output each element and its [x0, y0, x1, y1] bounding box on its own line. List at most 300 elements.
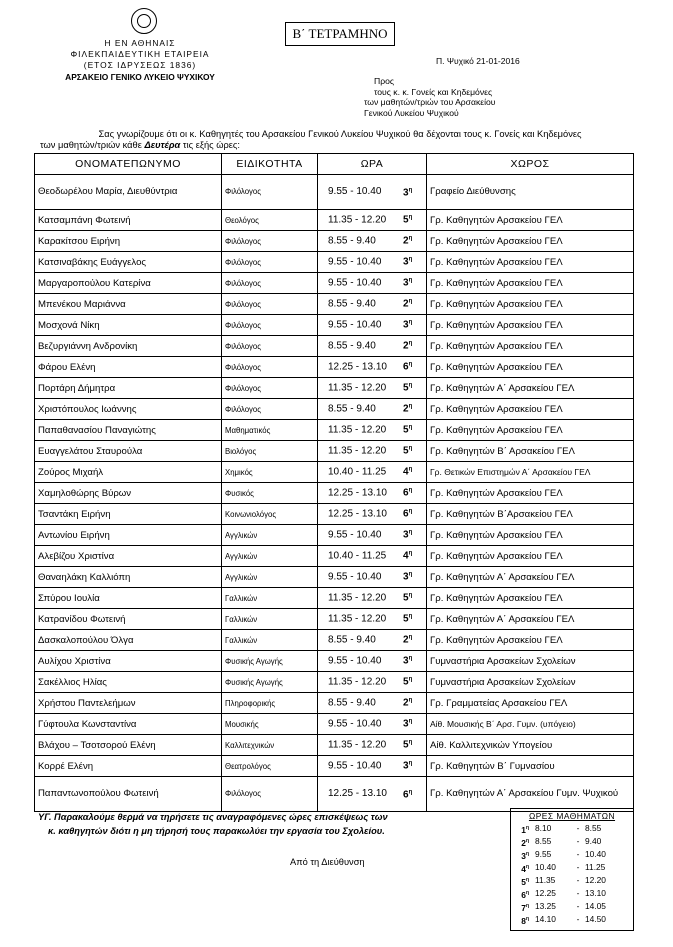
intro-text-b: τις εξής ώρες:	[180, 140, 240, 150]
organization-name	[40, 38, 240, 71]
visit-time-cell	[318, 441, 427, 462]
visit-location: Γυμναστήρια Αρσακείων Σχολείων	[427, 672, 634, 693]
visit-time: 9.55 - 10.40	[328, 529, 382, 541]
table-row	[35, 735, 634, 756]
visit-time: 12.25 - 13.10	[328, 487, 387, 499]
visit-location: Αίθ. Καλλιτεχνικών Υπογείου	[427, 735, 634, 756]
hour-number: 6	[521, 889, 526, 900]
hour-suffix: η	[525, 838, 529, 844]
table-row	[35, 756, 634, 777]
visit-time-cell	[318, 756, 427, 777]
hour-dash: -	[576, 901, 580, 911]
visit-location: Γρ. Καθηγητών Α΄ Αρσακείου ΓΕΛ	[427, 378, 634, 399]
teacher-name: Ευαγγελάτου Σταυρούλα	[35, 441, 222, 462]
table-row	[35, 336, 634, 357]
class-hour-row	[515, 823, 629, 836]
visit-time-cell	[318, 609, 427, 630]
visit-time: 11.35 - 12.20	[328, 739, 387, 751]
hour-number: 8	[521, 915, 526, 926]
visit-time: 10.40 - 11.25	[328, 550, 387, 562]
teacher-name: Μαργαροπούλου Κατερίνα	[35, 273, 222, 294]
period-number: 4	[403, 550, 409, 562]
class-period	[403, 487, 412, 498]
intro-paragraph	[40, 129, 640, 151]
visit-location: Γρ. Καθηγητών Αρσακείου ΓΕΛ	[427, 252, 634, 273]
term-title: Β΄ ΤΕΤΡΑΜΗΝΟ	[285, 22, 395, 46]
period-number: 2	[403, 235, 409, 247]
visit-time: 8.55 - 9.40	[328, 298, 376, 310]
hour-start: 12.25	[535, 888, 556, 898]
class-hour-row	[515, 875, 629, 888]
hour-suffix: η	[525, 903, 529, 909]
teacher-specialty: Βιολόγος	[222, 441, 318, 462]
visit-location: Γρ. Καθηγητών Αρσακείου ΓΕΛ	[427, 630, 634, 651]
teacher-name: Αντωνίου Ειρήνη	[35, 525, 222, 546]
teacher-specialty: Φιλόλογος	[222, 294, 318, 315]
period-number: 5	[403, 424, 409, 436]
signature: Από τη Διεύθυνση	[290, 857, 365, 867]
period-number: 3	[403, 760, 409, 772]
recipient-line-1: Προς	[374, 76, 395, 86]
table-row	[35, 231, 634, 252]
visit-time: 12.25 - 13.10	[328, 508, 387, 520]
period-suffix: η	[408, 340, 413, 347]
period-suffix: η	[408, 550, 413, 557]
table-row	[35, 420, 634, 441]
table-row	[35, 399, 634, 420]
class-period	[403, 760, 412, 771]
header-location: ΧΩΡΟΣ	[427, 154, 634, 175]
hour-dash: -	[576, 888, 580, 898]
table-row	[35, 567, 634, 588]
period-suffix: η	[408, 676, 413, 683]
table-row	[35, 273, 634, 294]
table-row	[35, 252, 634, 273]
teacher-name: Μοσχονά Νίκη	[35, 315, 222, 336]
period-number: 3	[403, 655, 409, 667]
visit-location: Γρ. Γραμματείας Αρσακείου ΓΕΛ	[427, 693, 634, 714]
teacher-specialty: Μουσικής	[222, 714, 318, 735]
class-period	[403, 235, 412, 246]
period-suffix: η	[408, 361, 413, 368]
visit-time: 8.55 - 9.40	[328, 340, 376, 352]
table-row	[35, 315, 634, 336]
teacher-specialty: Φυσικής Αγωγής	[222, 651, 318, 672]
period-number: 5	[403, 592, 409, 604]
teacher-name: Κορρέ Ελένη	[35, 756, 222, 777]
class-period	[403, 183, 412, 200]
visit-location: Αίθ. Μουσικής Β΄ Αρσ. Γυμν. (υπόγειο)	[427, 714, 634, 735]
visit-time-cell	[318, 483, 427, 504]
visit-time: 8.55 - 9.40	[328, 235, 376, 247]
class-hours-box	[510, 808, 634, 931]
teacher-name: Κατσιναβάκης Ευάγγελος	[35, 252, 222, 273]
hour-start: 8.55	[535, 836, 552, 846]
table-row	[35, 777, 634, 812]
class-period	[403, 697, 412, 708]
visit-time: 11.35 - 12.20	[328, 214, 387, 226]
teacher-name: Φάρου Ελένη	[35, 357, 222, 378]
teacher-specialty: Φιλόλογος	[222, 399, 318, 420]
hour-end: 10.40	[585, 849, 606, 859]
intro-line-2	[40, 140, 640, 151]
period-suffix: η	[408, 613, 413, 620]
hour-number-cell	[515, 836, 529, 849]
hour-number-cell	[515, 849, 529, 862]
period-number: 5	[403, 445, 409, 457]
visit-time: 12.25 - 13.10	[328, 788, 387, 799]
visit-time: 9.55 - 10.40	[328, 718, 382, 730]
table-row	[35, 609, 634, 630]
hour-start: 10.40	[535, 862, 556, 872]
class-hour-row	[515, 836, 629, 849]
teacher-specialty: Γαλλικών	[222, 609, 318, 630]
table-row	[35, 630, 634, 651]
recipient-line-2: τους κ. κ. Γονείς και Κηδεμόνες	[374, 86, 493, 97]
period-suffix: η	[408, 592, 413, 599]
header-specialty: ΕΙΔΙΚΟΤΗΤΑ	[222, 154, 318, 175]
teacher-name: Κατρανίδου Φωτεινή	[35, 609, 222, 630]
visit-time-cell	[318, 210, 427, 231]
class-period	[403, 592, 412, 603]
period-suffix: η	[408, 319, 413, 326]
teacher-name: Θεοδωρέλου Μαρία, Διευθύντρια	[35, 175, 222, 210]
hour-suffix: η	[525, 890, 529, 896]
visit-location: Γρ. Καθηγητών Αρσακείου ΓΕΛ	[427, 294, 634, 315]
table-row	[35, 294, 634, 315]
hour-start: 9.55	[535, 849, 552, 859]
teacher-name: Θαναηλάκη Καλλιόπη	[35, 567, 222, 588]
teacher-specialty: Φιλόλογος	[222, 378, 318, 399]
footnote-line-2: κ. καθηγητών διότι η μη τήρησή τους παρακωλύει την εργασία του Σχολείου.	[48, 826, 385, 836]
footnote	[38, 810, 458, 838]
visit-time-cell	[318, 630, 427, 651]
school-emblem-icon	[131, 8, 157, 34]
hour-end: 13.10	[585, 888, 606, 898]
teacher-specialty: Αγγλικών	[222, 546, 318, 567]
table-row	[35, 546, 634, 567]
visit-location: Γρ. Καθηγητών Αρσακείου ΓΕΛ	[427, 336, 634, 357]
teacher-name: Βλάχου – Τσοτσορού Ελένη	[35, 735, 222, 756]
class-hour-row	[515, 888, 629, 901]
visit-time: 9.55 - 10.40	[328, 277, 382, 289]
visit-location: Γρ. Καθηγητών Α΄ Αρσακείου Γυμν. Ψυχικού	[427, 777, 634, 812]
teacher-specialty: Φιλόλογος	[222, 315, 318, 336]
period-number: 3	[403, 277, 409, 289]
teacher-specialty: Φιλόλογος	[222, 357, 318, 378]
class-period	[403, 340, 412, 351]
visit-time-cell	[318, 735, 427, 756]
class-period	[403, 319, 412, 330]
teacher-name: Παπαθανασίου Παναγιώτης	[35, 420, 222, 441]
teacher-name: Αυλίχου Χριστίνα	[35, 651, 222, 672]
hour-dash: -	[576, 862, 580, 872]
period-suffix: η	[408, 403, 413, 410]
visit-location: Γρ. Καθηγητών Αρσακείου ΓΕΛ	[427, 231, 634, 252]
class-period	[403, 676, 412, 687]
hour-number-cell	[515, 862, 529, 875]
table-header-row	[35, 154, 634, 175]
hour-end: 14.50	[585, 914, 606, 924]
hour-number: 4	[521, 863, 526, 874]
period-number: 6	[403, 508, 409, 520]
hour-dash: -	[576, 836, 580, 846]
visit-time: 9.55 - 10.40	[328, 256, 382, 268]
school-name: ΑΡΣΑΚΕΙΟ ΓΕΝΙΚΟ ΛΥΚΕΙΟ ΨΥΧΙΚΟΥ	[65, 72, 215, 82]
recipient-block	[364, 76, 495, 118]
teacher-specialty: Καλλιτεχνικών	[222, 735, 318, 756]
class-period	[403, 466, 412, 477]
teacher-name: Αλεβίζου Χριστίνα	[35, 546, 222, 567]
visit-location: Γρ. Καθηγητών Β΄ Γυμνασίου	[427, 756, 634, 777]
period-number: 2	[403, 697, 409, 709]
visit-location: Γρ. Καθηγητών Αρσακείου ΓΕΛ	[427, 273, 634, 294]
hour-number-cell	[515, 914, 529, 927]
teacher-name: Χαμηλοθώρης Βύρων	[35, 483, 222, 504]
period-number: 5	[403, 676, 409, 688]
period-number: 3	[403, 718, 409, 730]
teacher-name: Σακέλλιος Ηλίας	[35, 672, 222, 693]
teacher-specialty: Φιλόλογος	[222, 273, 318, 294]
teacher-specialty: Κοινωνιολόγος	[222, 504, 318, 525]
visit-time-cell	[318, 357, 427, 378]
period-number: 3	[403, 319, 409, 331]
hour-dash: -	[576, 914, 580, 924]
class-period	[403, 214, 412, 225]
visit-time-cell	[318, 777, 427, 812]
visit-time-cell	[318, 378, 427, 399]
intro-line-1: Σας γνωρίζουμε ότι οι κ. Καθηγητές του Αρσακείου Γενικού Λυκείου Ψυχικού θα δέχονται τους κ. Γονείς και Κηδεμόνες	[98, 129, 582, 139]
visit-time: 9.55 - 10.40	[328, 319, 382, 331]
teacher-specialty: Πληροφορικής	[222, 693, 318, 714]
period-suffix: η	[408, 277, 413, 284]
hour-suffix: η	[525, 851, 529, 857]
visit-time-cell	[318, 693, 427, 714]
class-period	[403, 298, 412, 309]
class-hour-row	[515, 901, 629, 914]
period-suffix: η	[408, 445, 413, 452]
visit-time-cell	[318, 462, 427, 483]
visit-time-cell	[318, 273, 427, 294]
teacher-name: Πορτάρη Δήμητρα	[35, 378, 222, 399]
header-time: ΩΡΑ	[318, 154, 427, 175]
visit-time-cell	[318, 420, 427, 441]
visit-time-cell	[318, 231, 427, 252]
hour-start: 11.35	[535, 875, 556, 885]
class-period	[403, 403, 412, 414]
visit-location: Γρ. Καθηγητών Αρσακείου ΓΕΛ	[427, 315, 634, 336]
visit-location: Γρ. Καθηγητών Αρσακείου ΓΕΛ	[427, 210, 634, 231]
class-period	[403, 718, 412, 729]
visit-time: 8.55 - 9.40	[328, 697, 376, 709]
visit-location: Γρ. Θετικών Επιστημών Α΄ Αρσακείου ΓΕΛ	[427, 462, 634, 483]
visit-location: Γρ. Καθηγητών Αρσακείου ΓΕΛ	[427, 546, 634, 567]
class-hour-row	[515, 862, 629, 875]
period-suffix: η	[408, 187, 413, 194]
hour-start: 13.25	[535, 901, 556, 911]
period-number: 2	[403, 340, 409, 352]
visit-time: 11.35 - 12.20	[328, 676, 387, 688]
recipient-line-3: των μαθητών/τριών του Αρσακείου	[364, 97, 496, 107]
visit-time: 9.55 - 10.40	[328, 186, 382, 197]
period-suffix: η	[408, 214, 413, 221]
period-suffix: η	[408, 760, 413, 767]
visit-time: 11.35 - 12.20	[328, 613, 387, 625]
teacher-name: Ζούρος Μιχαήλ	[35, 462, 222, 483]
visit-time-cell	[318, 567, 427, 588]
class-period	[403, 655, 412, 666]
teacher-specialty: Φυσικής Αγωγής	[222, 672, 318, 693]
period-suffix: η	[408, 487, 413, 494]
document-date: Π. Ψυχικό 21-01-2016	[436, 56, 520, 66]
hour-number: 3	[521, 850, 526, 861]
period-suffix: η	[408, 789, 413, 796]
visit-time: 8.55 - 9.40	[328, 403, 376, 415]
visit-time: 11.35 - 12.20	[328, 592, 387, 604]
teacher-name: Χρήστου Παντελεήμων	[35, 693, 222, 714]
teacher-specialty: Γαλλικών	[222, 630, 318, 651]
period-suffix: η	[408, 655, 413, 662]
hour-dash: -	[576, 875, 580, 885]
class-period	[403, 445, 412, 456]
teacher-specialty: Φιλόλογος	[222, 231, 318, 252]
hour-number-cell	[515, 875, 529, 888]
visit-time-cell	[318, 252, 427, 273]
period-number: 2	[403, 403, 409, 415]
visit-location: Γρ. Καθηγητών Αρσακείου ΓΕΛ	[427, 420, 634, 441]
period-suffix: η	[408, 571, 413, 578]
teacher-name: Σπύρου Ιουλία	[35, 588, 222, 609]
period-suffix: η	[408, 634, 413, 641]
visit-location: Γρ. Καθηγητών Αρσακείου ΓΕΛ	[427, 399, 634, 420]
teacher-specialty: Φιλόλογος	[222, 252, 318, 273]
table-row	[35, 651, 634, 672]
hour-number: 2	[521, 837, 526, 848]
hour-dash: -	[576, 849, 580, 859]
period-number: 5	[403, 613, 409, 625]
period-suffix: η	[408, 256, 413, 263]
org-line-3: (ΕΤΟΣ ΙΔΡΥΣΕΩΣ 1836)	[83, 60, 197, 70]
teacher-specialty: Μαθηματικός	[222, 420, 318, 441]
period-suffix: η	[408, 382, 413, 389]
class-period	[403, 361, 412, 372]
hour-number-cell	[515, 823, 529, 836]
class-hour-row	[515, 914, 629, 927]
visit-time: 8.55 - 9.40	[328, 634, 376, 646]
visit-location: Γρ. Καθηγητών Αρσακείου ΓΕΛ	[427, 525, 634, 546]
period-suffix: η	[408, 697, 413, 704]
class-period	[403, 529, 412, 540]
table-row	[35, 525, 634, 546]
class-period	[403, 424, 412, 435]
teacher-name: Τσαντάκη Ειρήνη	[35, 504, 222, 525]
visit-location: Γρ. Καθηγητών Α΄ Αρσακείου ΓΕΛ	[427, 567, 634, 588]
hour-start: 8.10	[535, 823, 552, 833]
class-period	[403, 613, 412, 624]
table-row	[35, 483, 634, 504]
class-period	[403, 634, 412, 645]
header-name: ΟΝΟΜΑΤΕΠΩΝΥΜΟ	[35, 154, 222, 175]
hour-dash: -	[576, 823, 580, 833]
teacher-specialty: Θεατρολόγος	[222, 756, 318, 777]
visit-time: 11.35 - 12.20	[328, 424, 387, 436]
visit-time-cell	[318, 294, 427, 315]
hour-suffix: η	[525, 864, 529, 870]
teacher-specialty: Χημικός	[222, 462, 318, 483]
visit-time-cell	[318, 315, 427, 336]
visit-time-cell	[318, 525, 427, 546]
period-suffix: η	[408, 235, 413, 242]
table-body	[35, 175, 634, 812]
table-row	[35, 210, 634, 231]
hour-number: 1	[521, 824, 526, 835]
recipient-line-4: Γενικού Λυκείου Ψυχικού	[364, 107, 459, 118]
teacher-name: Γύφτουλα Κωνσταντίνα	[35, 714, 222, 735]
table-row	[35, 588, 634, 609]
hour-number-cell	[515, 901, 529, 914]
period-number: 2	[403, 634, 409, 646]
visit-time-cell	[318, 546, 427, 567]
teacher-specialty: Φιλόλογος	[222, 336, 318, 357]
visit-time-cell	[318, 336, 427, 357]
teacher-specialty: Αγγλικών	[222, 567, 318, 588]
intro-day: Δευτέρα	[144, 140, 181, 150]
class-hours-title: ΩΡΕΣ ΜΑΘΗΜΑΤΩΝ	[528, 811, 616, 821]
visit-time: 9.55 - 10.40	[328, 655, 382, 667]
hour-number-cell	[515, 888, 529, 901]
class-period	[403, 571, 412, 582]
visit-time-cell	[318, 588, 427, 609]
table-row	[35, 693, 634, 714]
class-hour-row	[515, 849, 629, 862]
period-suffix: η	[408, 718, 413, 725]
period-number: 5	[403, 214, 409, 226]
visit-location: Γυμναστήρια Αρσακείων Σχολείων	[427, 651, 634, 672]
hour-end: 14.05	[585, 901, 606, 911]
intro-text-a: των μαθητών/τριών κάθε	[40, 140, 145, 150]
table-row	[35, 504, 634, 525]
period-suffix: η	[408, 424, 413, 431]
teacher-name: Χριστόπουλος Ιωάννης	[35, 399, 222, 420]
office-hours-table	[34, 153, 634, 812]
class-period	[403, 739, 412, 750]
teacher-name: Καρακίτσου Ειρήνη	[35, 231, 222, 252]
period-number: 5	[403, 739, 409, 751]
visit-time-cell	[318, 672, 427, 693]
period-number: 3	[403, 529, 409, 541]
period-number: 3	[403, 187, 409, 199]
teacher-specialty: Θεολόγος	[222, 210, 318, 231]
hour-number: 7	[521, 902, 526, 913]
visit-location: Γρ. Καθηγητών Αρσακείου ΓΕΛ	[427, 588, 634, 609]
teacher-name: Βεζυργιάννη Ανδρονίκη	[35, 336, 222, 357]
period-suffix: η	[408, 298, 413, 305]
visit-location: Γρ. Καθηγητών Αρσακείου ΓΕΛ	[427, 357, 634, 378]
table-row	[35, 672, 634, 693]
class-period	[403, 785, 412, 802]
class-period	[403, 550, 412, 561]
class-period	[403, 277, 412, 288]
period-suffix: η	[408, 466, 413, 473]
visit-time: 11.35 - 12.20	[328, 382, 387, 394]
teacher-name: Κατσαμπάνη Φωτεινή	[35, 210, 222, 231]
visit-time: 9.55 - 10.40	[328, 760, 382, 772]
teacher-specialty: Φιλόλογος	[222, 777, 318, 812]
hour-suffix: η	[525, 825, 529, 831]
visit-time: 11.35 - 12.20	[328, 445, 387, 457]
table-row	[35, 175, 634, 210]
visit-time-cell	[318, 504, 427, 525]
